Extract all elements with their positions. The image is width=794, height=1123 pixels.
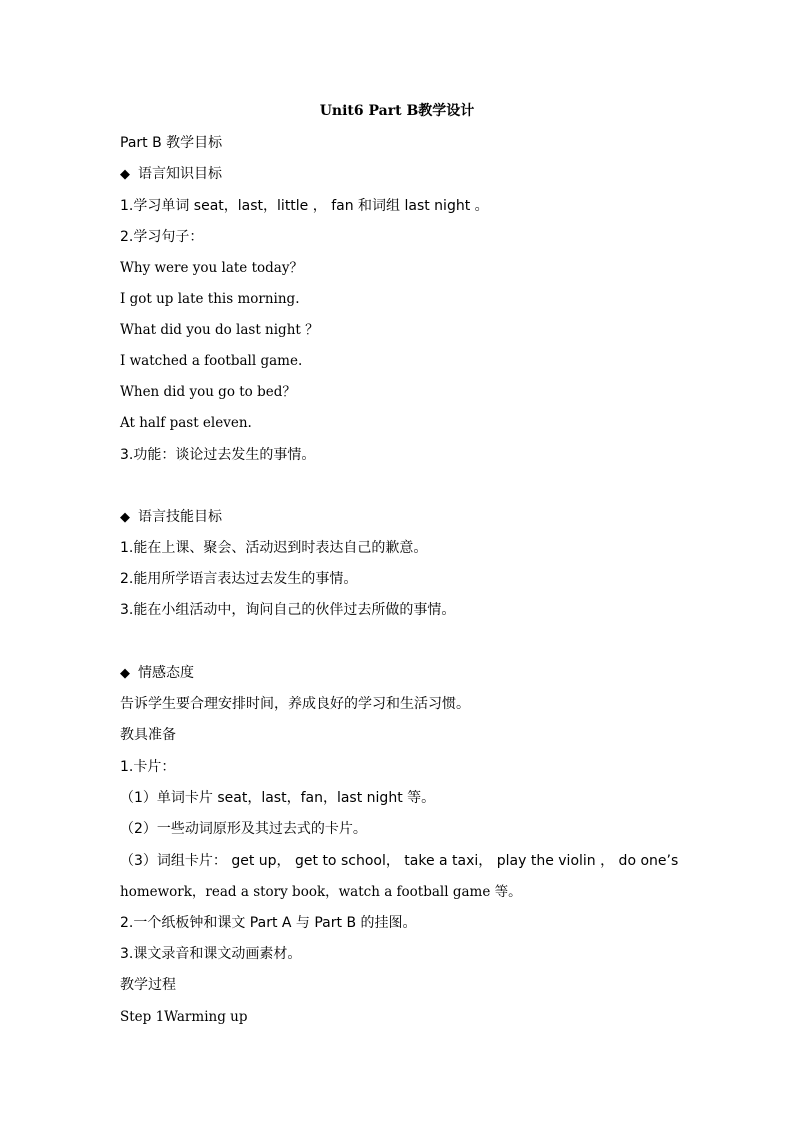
text-line: 3.能在小组活动中，询问自己的伙伴过去所做的事情。: [120, 602, 456, 618]
bullet-heading-knowledge: ◆ 语言知识目标: [120, 166, 222, 182]
text-line: 1.学习单词 seat，last，little ， fan 和词组 last night 。: [120, 198, 489, 214]
text-line: Step 1Warming up: [120, 1009, 248, 1025]
text-line: （1）单词卡片 seat，last，fan，last night 等。: [120, 790, 436, 806]
text-line: （3）词组卡片： get up， get to school， take a taxi， play the violin ， do one’s: [120, 853, 679, 869]
diamond-bullet-icon: ◆: [120, 167, 130, 182]
bullet-heading-attitude: ◆ 情感态度: [120, 665, 194, 681]
section-heading-materials: 教具准备: [120, 727, 176, 743]
text-line: 告诉学生要合理安排时间，养成良好的学习和生活习惯。: [120, 696, 470, 712]
text-line: 1.卡片：: [120, 759, 176, 775]
text-line: 1.能在上课、聚会、活动迟到时表达自己的歉意。: [120, 540, 428, 556]
text-line: homework，read a story book，watch a football game 等。: [120, 884, 522, 900]
sentence-line: I watched a football game.: [120, 353, 303, 369]
sentence-line: What did you do last night ？: [120, 322, 319, 338]
section-heading-objectives: Part B 教学目标: [120, 135, 223, 151]
text-line: 3.功能：谈论过去发生的事情。: [120, 447, 316, 463]
bullet-heading-skills: ◆ 语言技能目标: [120, 509, 222, 525]
text-line: 2.一个纸板钟和课文 Part A 与 Part B 的挂图。: [120, 915, 417, 931]
sentence-line: When did you go to bed？: [120, 384, 296, 400]
text-line: 2.能用所学语言表达过去发生的事情。: [120, 571, 358, 587]
page-title: Unit6 Part B教学设计: [319, 103, 475, 119]
text-line: 2.学习句子：: [120, 229, 204, 245]
diamond-bullet-icon: ◆: [120, 666, 130, 681]
sentence-line: At half past eleven.: [120, 415, 252, 431]
text-line: 3.课文录音和课文动画素材。: [120, 946, 302, 962]
sentence-line: I got up late this morning.: [120, 291, 300, 307]
section-heading-process: 教学过程: [120, 977, 176, 993]
text-line: （2）一些动词原形及其过去式的卡片。: [120, 821, 367, 837]
sentence-line: Why were you late today？: [120, 260, 303, 276]
diamond-bullet-icon: ◆: [120, 510, 130, 525]
